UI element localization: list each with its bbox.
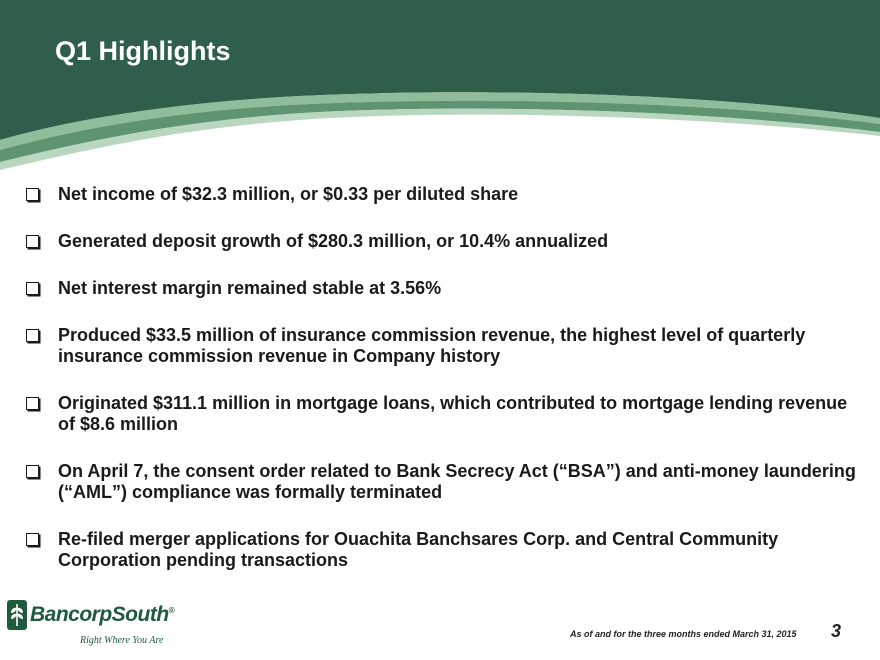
highlights-list <box>24 184 864 597</box>
bullet-text: Net income of $32.3 million, or $0.33 per diluted share <box>58 184 519 204</box>
list-item <box>24 325 864 367</box>
checkbox-bullet-icon <box>26 465 39 478</box>
bullet-text: On April 7, the consent order related to Bank Secrecy Act (“BSA”) and anti-money laundering (“AML”) compliance was formally terminated <box>58 461 856 502</box>
wheat-emblem-icon <box>6 599 28 631</box>
bullet-text: Generated deposit growth of $280.3 million, or 10.4% annualized <box>58 231 609 251</box>
checkbox-bullet-icon <box>26 329 39 342</box>
page-title: Q1 Highlights <box>55 36 231 66</box>
slide-header <box>0 0 880 180</box>
bullet-text: Produced $33.5 million of insurance commission revenue, the highest level of quarterly insurance commission revenue in Company history <box>58 325 806 366</box>
bullet-text: Originated $311.1 million in mortgage loans, which contributed to mortgage lending revenue of $8.6 million <box>58 393 848 434</box>
company-logo <box>6 597 206 655</box>
list-item <box>24 231 864 252</box>
checkbox-bullet-icon <box>26 533 39 546</box>
checkbox-bullet-icon <box>26 397 39 410</box>
list-item <box>24 393 864 435</box>
list-item <box>24 184 864 205</box>
logo-tagline: Right Where You Are <box>80 635 164 646</box>
list-item <box>24 529 864 571</box>
footnote: As of and for the three months ended March 31, 2015 <box>570 629 797 639</box>
checkbox-bullet-icon <box>26 188 39 201</box>
list-item <box>24 278 864 299</box>
header-swoosh-graphic <box>0 0 880 180</box>
page-number: 3 <box>831 621 842 641</box>
checkbox-bullet-icon <box>26 235 39 248</box>
bullet-text: Net interest margin remained stable at 3.56% <box>58 278 442 298</box>
checkbox-bullet-icon <box>26 282 39 295</box>
bullet-text: Re-filed merger applications for Ouachita Banchsares Corp. and Central Community Corporation pending transactions <box>58 529 779 570</box>
logo-wordmark: BancorpSouth® <box>30 603 175 626</box>
list-item <box>24 461 864 503</box>
